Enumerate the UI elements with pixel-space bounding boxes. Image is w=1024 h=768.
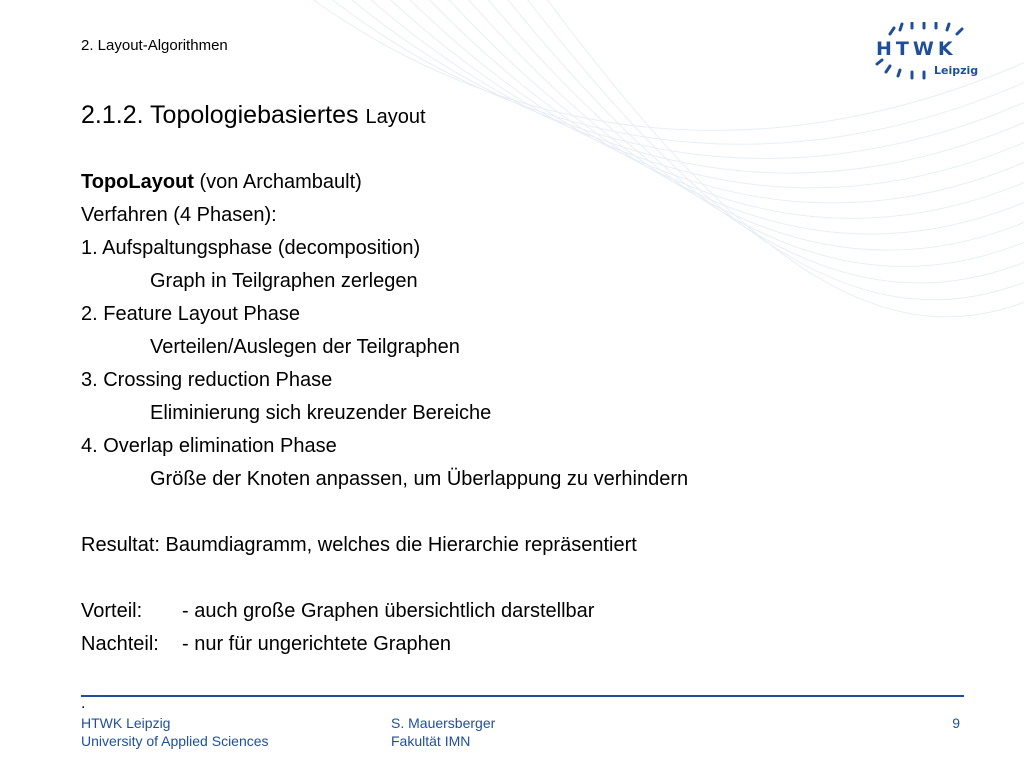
slide-title-main: 2.1.2. Topologiebasiertes — [81, 101, 366, 129]
topolayout-bold: TopoLayout — [81, 171, 194, 193]
topolayout-rest: (von Archambault) — [193, 171, 362, 193]
footer-divider — [81, 695, 964, 697]
page-number: 9 — [952, 715, 960, 731]
slide-title-small: Layout — [365, 106, 426, 128]
footer-faculty: Fakultät IMN — [391, 733, 471, 749]
nachteil-text: - nur für ungerichtete Graphen — [182, 633, 452, 655]
topolayout-line — [81, 166, 688, 199]
nachteil-label: Nachteil: — [81, 633, 159, 655]
footer-org-line2: University of Applied Sciences — [81, 733, 269, 749]
vorteil-label: Vorteil: — [81, 600, 143, 622]
nachteil-line — [81, 628, 688, 661]
slide-title — [81, 101, 426, 130]
footer-dot: . — [81, 695, 86, 712]
phase-3-name: 3. Crossing reduction Phase — [81, 369, 333, 391]
phase-2-desc: Verteilen/Auslegen der Teilgraphen — [150, 336, 460, 358]
phase-4-name: 4. Overlap elimination Phase — [81, 435, 337, 457]
vorteil-text: - auch große Graphen übersichtlich darstellbar — [182, 600, 595, 622]
phase-1-name: 1. Aufspaltungsphase (decomposition) — [81, 237, 421, 259]
slide-content — [81, 166, 688, 661]
htwk-logo — [872, 22, 982, 80]
section-title: 2. Layout-Algorithmen — [81, 37, 228, 54]
footer-author — [391, 714, 495, 750]
vorteil-line — [81, 595, 688, 628]
phase-1-desc: Graph in Teilgraphen zerlegen — [150, 270, 418, 292]
footer-org-line1: HTWK Leipzig — [81, 715, 171, 731]
footer-org — [81, 714, 269, 750]
phase-3-desc: Eliminierung sich kreuzender Bereiche — [150, 402, 492, 424]
phase-2-name: 2. Feature Layout Phase — [81, 303, 301, 325]
logo-city: Leipzig — [934, 64, 979, 77]
logo-letters: HTWK — [876, 38, 957, 60]
footer-author-name: S. Mauersberger — [391, 715, 496, 731]
result-line: Resultat: Baumdiagramm, welches die Hierarchie repräsentiert — [81, 534, 637, 556]
verfahren-line: Verfahren (4 Phasen): — [81, 204, 277, 226]
phase-4-desc: Größe der Knoten anpassen, um Überlappung zu verhindern — [150, 468, 689, 490]
